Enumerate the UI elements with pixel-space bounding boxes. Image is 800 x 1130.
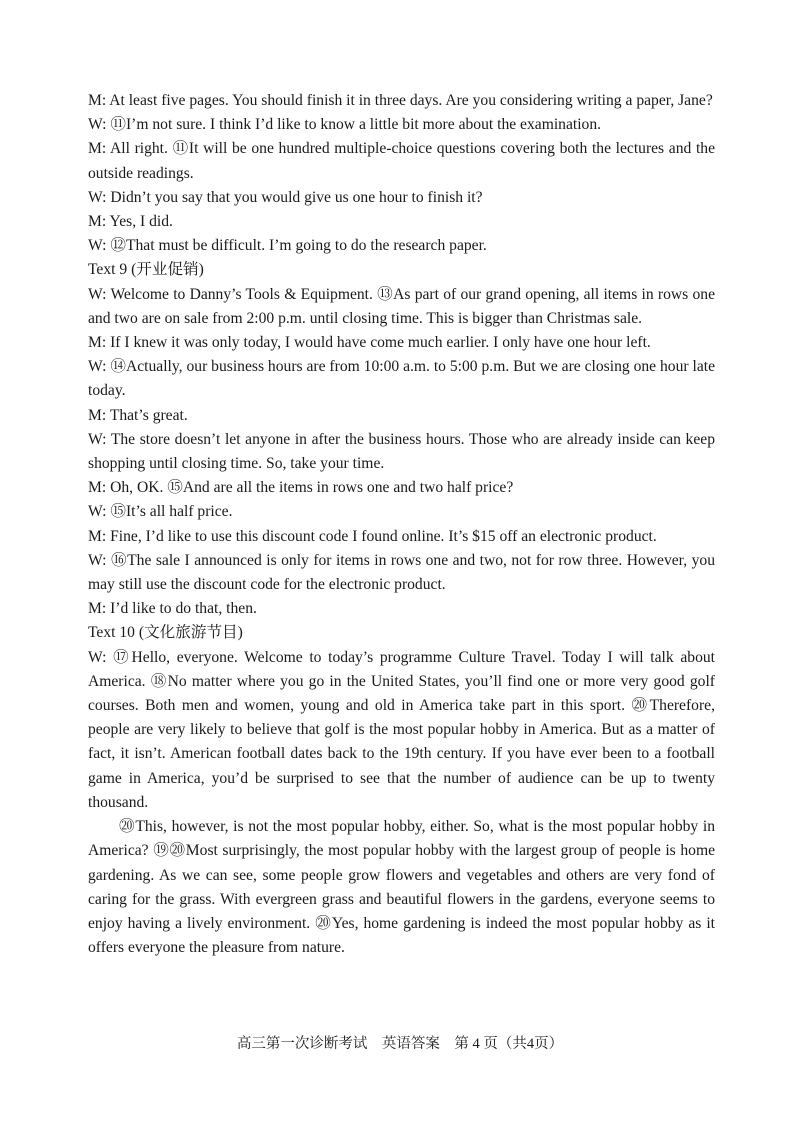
monologue-paragraph: W: ⑰Hello, everyone. Welcome to today’s programme Culture Travel. Today I will talk about America. ⑱No matter where you go in the United States, you’ll find one or more very good golf courses. Both men and women, young and old in America take part in this sport. ⑳Therefore, people are very likely to believe that golf is the most popular hobby in America. But as a matter of fact, it isn’t. American football dates back to the 19th century. If you have ever been to a football game in America, you’d be surprised to see that the number of audience can be up to twenty thousand. — [88, 648, 715, 811]
dialogue-line: M: Yes, I did. — [88, 213, 173, 231]
section-heading-text-9: Text 9 (开业促销) — [88, 261, 204, 279]
dialogue-line: W: ⑮It’s all half price. — [88, 503, 233, 521]
dialogue-line: M: At least five pages. You should finish it in three days. Are you considering writing a paper, Jane? — [88, 92, 713, 109]
dialogue-line: M: I’d like to do that, then. — [88, 600, 257, 618]
dialogue-line: W: ⑭Actually, our business hours are from 10:00 a.m. to 5:00 p.m. But we are closing one hour late today. — [88, 358, 715, 400]
dialogue-line: W: ⑫That must be difficult. I’m going to do the research paper. — [88, 237, 487, 255]
monologue-paragraph: ⑳This, however, is not the most popular hobby, either. So, what is the most popular hobby in America? ⑲⑳Most surprisingly, the most popular hobby with the largest group of people is home gardening. As we can see, some people grow flowers and vegetables and others are very fond of caring for the grass. With evergreen grass and beautiful flowers in the gardens, everyone seems to enjoy having a lively environment. ⑳Yes, home gardening is indeed the most popular hobby as it offers everyone the pleasure from nature. — [88, 818, 715, 957]
dialogue-line: M: If I knew it was only today, I would have come much earlier. I only have one hour left. — [88, 334, 651, 352]
dialogue-line: W: ⑪I’m not sure. I think I’d like to know a little bit more about the examination. — [88, 116, 602, 134]
section-heading-text-10: Text 10 (文化旅游节目) — [88, 624, 243, 642]
dialogue-line: M: All right. ⑪It will be one hundred multiple-choice questions covering both the lectures and the outside readings. — [88, 140, 715, 182]
dialogue-line: M: Oh, OK. ⑮And are all the items in rows one and two half price? — [88, 479, 514, 497]
dialogue-line: W: Welcome to Danny’s Tools & Equipment. ⑬As part of our grand opening, all items in rows one and two are on sale from 2:00 p.m. until closing time. This is bigger than Christmas sale. — [88, 285, 715, 327]
dialogue-line: M: Fine, I’d like to use this discount code I found online. It’s $15 off an electronic product. — [88, 527, 657, 545]
dialogue-line: W: The store doesn’t let anyone in after the business hours. Those who are already inside can keep shopping until closing time. So, take your time. — [88, 430, 715, 473]
page-footer: 高三第一次诊断考试 英语答案 第 4 页（共4页） — [236, 1036, 564, 1052]
dialogue-line: M: That’s great. — [88, 406, 188, 424]
document-body — [88, 89, 715, 960]
dialogue-line: W: ⑯The sale I announced is only for items in rows one and two, not for row three. However, you may still use the discount code for the electronic product. — [88, 551, 715, 594]
dialogue-line: W: Didn’t you say that you would give us one hour to finish it? — [88, 188, 483, 206]
